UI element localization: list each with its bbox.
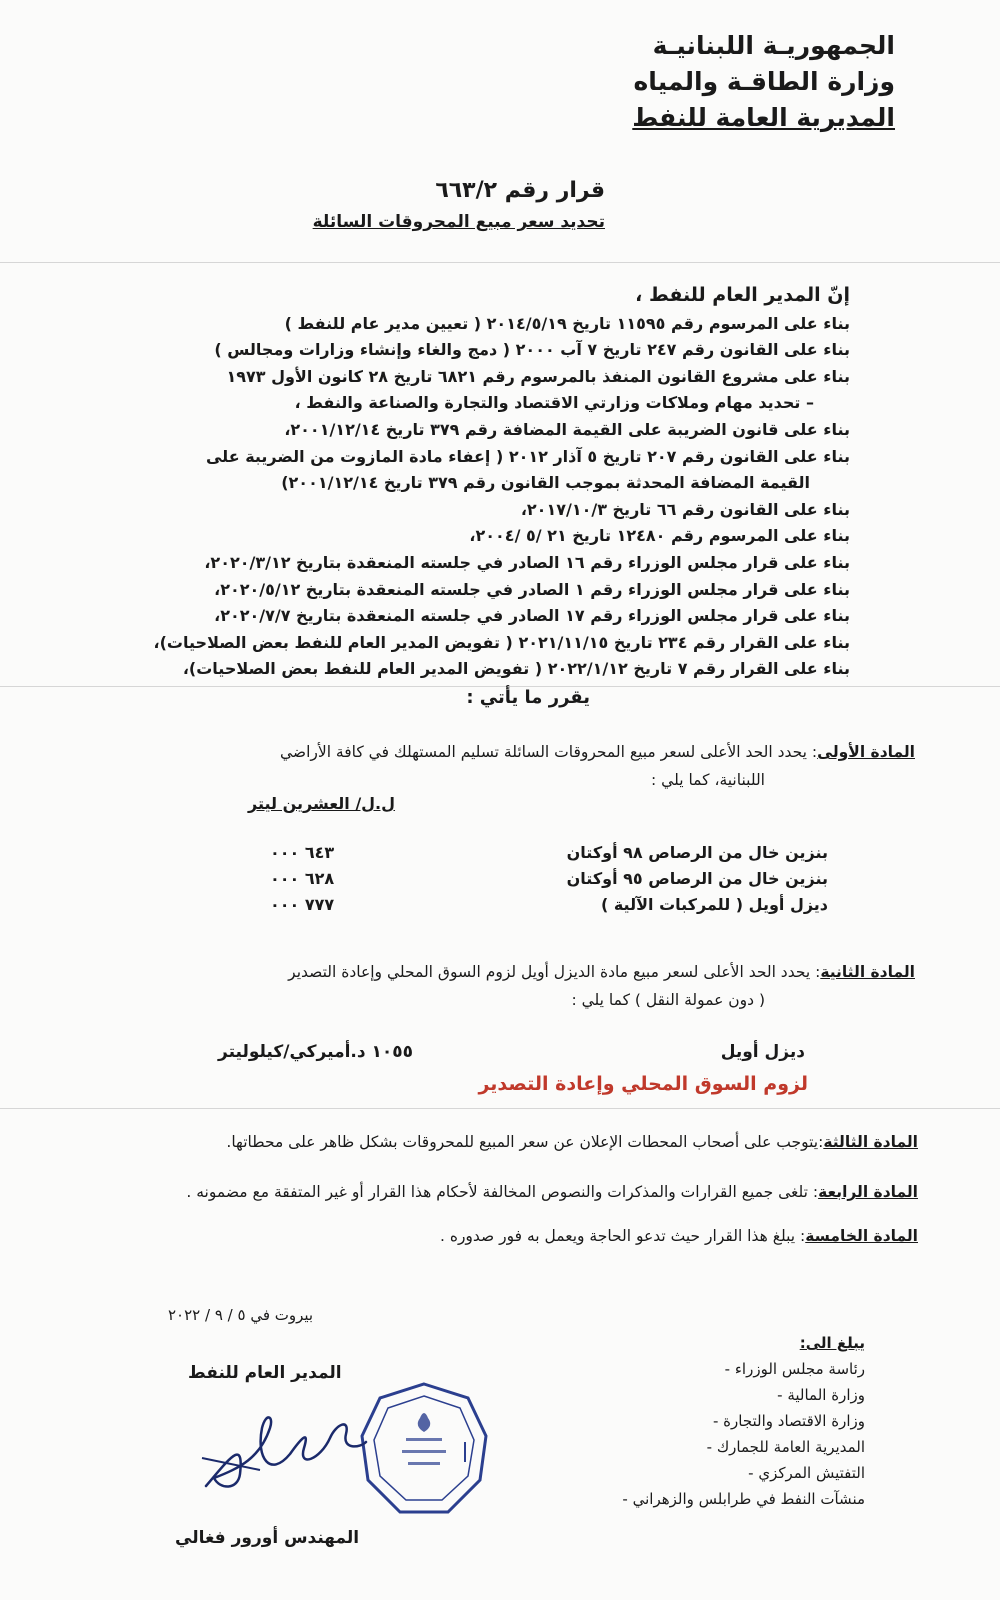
fuel-price: ٦٤٣ ٠٠٠ (270, 843, 335, 862)
signatory-name: المهندس أورور فغالي (175, 1528, 360, 1548)
recipient-item: المديرية العامة للجمارك - (622, 1434, 865, 1460)
scan-line (0, 1108, 1000, 1109)
preamble-line: بناء على القانون رقم ٢٤٧ تاريخ ٧ آب ٢٠٠٠ ( دمج والغاء وإنشاء وزارات ومجالس ) (214, 340, 850, 360)
article-5 (158, 1222, 918, 1250)
preamble-line: بناء على قرار مجلس الوزراء رقم ١ الصادر في جلسته المنعقدة بتاريخ ٢٠٢٠/٥/١٢، (214, 579, 850, 599)
decision-subtitle: تحديد سعر مبيع المحروقات السائلة (312, 212, 605, 232)
article-2 (215, 958, 915, 1014)
article-5-label: المادة الخامسة (805, 1227, 918, 1245)
recipient-item: وزارة الاقتصاد والتجارة - (622, 1408, 865, 1434)
article-1-label: المادة الأولى (817, 743, 915, 761)
article-1 (215, 738, 915, 794)
diesel-purpose: لزوم السوق المحلي وإعادة التصدير (478, 1073, 808, 1095)
fuel-price: ٦٢٨ ٠٠٠ (270, 869, 335, 888)
article-3 (158, 1128, 918, 1156)
article-3-label: المادة الثالثة (823, 1133, 918, 1151)
article-2-continuation: ( دون عمولة النقل ) كما يلي : (571, 991, 765, 1009)
fuel-name: بنزين خال من الرصاص ٩٥ أوكتان (566, 869, 828, 888)
decides-heading: يقرر ما يأتي : (466, 686, 590, 708)
preamble-line: بناء على القرار رقم ٧ تاريخ ٢٠٢٢/١/١٢ ( تفويض المدير العام للنفط بعض الصلاحيات)، (182, 659, 850, 679)
recipient-item: التفتيش المركزي - (622, 1460, 865, 1486)
scan-line (0, 262, 1000, 263)
article-1-text: : يحدد الحد الأعلى لسعر مبيع المحروقات السائلة تسليم المستهلك في كافة الأراضي (279, 743, 818, 761)
recipient-item: منشآت النفط في طرابلس والزهراني - (622, 1486, 865, 1512)
signature-icon (200, 1398, 370, 1498)
price-unit-label: ل.ل/ العشرين ليتر (248, 794, 396, 813)
article-3-text: :يتوجب على أصحاب المحطات الإعلان عن سعر المبيع للمحروقات بشكل ظاهر على محطاتها. (226, 1133, 824, 1151)
official-stamp-icon (358, 1380, 490, 1520)
recipient-item: رئاسة مجلس الوزراء - (622, 1356, 865, 1382)
republic-name: الجمهوريـة اللبنانيـة (652, 31, 895, 60)
preamble (130, 282, 850, 712)
letterhead (632, 28, 895, 136)
fuel-name: ديزل أويل ( للمركبات الآلية ) (600, 895, 828, 914)
preamble-line: بناء على مشروع القانون المنفذ بالمرسوم رقم ٦٨٢١ تاريخ ٢٨ كانون الأول ١٩٧٣ (226, 366, 850, 386)
fuel-name: بنزين خال من الرصاص ٩٨ أوكتان (566, 843, 828, 862)
article-1-continuation: اللبنانية، كما يلي : (651, 771, 765, 789)
article-4-text: : تلغى جميع القرارات والمذكرات والنصوص المخالفة لأحكام هذا القرار أو غير المتفقة مع مضمونه . (186, 1183, 819, 1201)
signatory-title: المدير العام للنفط (188, 1363, 342, 1383)
preamble-line: بناء على قرار مجلس الوزراء رقم ١٦ الصادر في جلسته المنعقدة بتاريخ ٢٠٢٠/٣/١٢، (204, 552, 850, 572)
preamble-line: بناء على قرار مجلس الوزراء رقم ١٧ الصادر في جلسته المنعقدة بتاريخ ٢٠٢٠/٧/٧، (214, 606, 850, 626)
preamble-intro: إنّ المدير العام للنفط ، (635, 284, 850, 306)
diesel-label: ديزل أويل (720, 1042, 805, 1062)
ministry-name: وزارة الطاقـة والمياه (633, 67, 895, 96)
preamble-line: – تحديد مهام وملاكات وزارتي الاقتصاد والتجارة والصناعة والنفط ، (294, 393, 814, 413)
preamble-line: بناء على القانون رقم ٢٠٧ تاريخ ٥ آذار ٢٠١٢ ( إعفاء مادة المازوت من الضريبة على (205, 446, 850, 466)
article-4 (118, 1178, 918, 1206)
recipients-heading: يبلغ الى: (799, 1334, 865, 1352)
preamble-line: بناء على قانون الضريبة على القيمة المضافة رقم ٣٧٩ تاريخ ٢٠٠١/١٢/١٤، (284, 419, 850, 439)
directorate-name: المديرية العامة للنفط (632, 103, 895, 132)
preamble-line: بناء على المرسوم رقم ١١٥٩٥ تاريخ ٢٠١٤/٥/١٩ ( تعيين مدير عام للنفط ) (284, 313, 850, 333)
decision-number: قرار رقم ٦٦٣/٢ (435, 178, 605, 203)
preamble-line: بناء على القرار رقم ٢٣٤ تاريخ ٢٠٢١/١١/١٥ ( تفويض المدير العام للنفط بعض الصلاحيات)، (153, 632, 850, 652)
recipient-item: وزارة المالية - (622, 1382, 865, 1408)
fuel-price: ٧٧٧ ٠٠٠ (270, 895, 335, 914)
preamble-line: بناء على المرسوم رقم ١٢٤٨٠ تاريخ ٢١ /٥ /٢٠٠٤، (469, 526, 850, 546)
article-5-text: : يبلغ هذا القرار حيث تدعو الحاجة ويعمل به فور صدوره . (439, 1227, 806, 1245)
diesel-price: ١٠٥٥ د.أميركي/كيلوليتر (218, 1042, 414, 1062)
recipients-list (622, 1330, 865, 1512)
preamble-line: بناء على القانون رقم ٦٦ تاريخ ٢٠١٧/١٠/٣، (520, 499, 850, 519)
preamble-line: القيمة المضافة المحدثة بموجب القانون رقم ٣٧٩ تاريخ ٢٠٠١/١٢/١٤) (281, 473, 810, 493)
issue-date: بيروت في ٥ / ٩ / ٢٠٢٢ (168, 1306, 314, 1324)
article-4-label: المادة الرابعة (818, 1183, 918, 1201)
article-2-label: المادة الثانية (820, 963, 915, 981)
article-2-text: : يحدد الحد الأعلى لسعر مبيع مادة الديزل أويل لزوم السوق المحلي وإعادة التصدير (288, 963, 821, 981)
